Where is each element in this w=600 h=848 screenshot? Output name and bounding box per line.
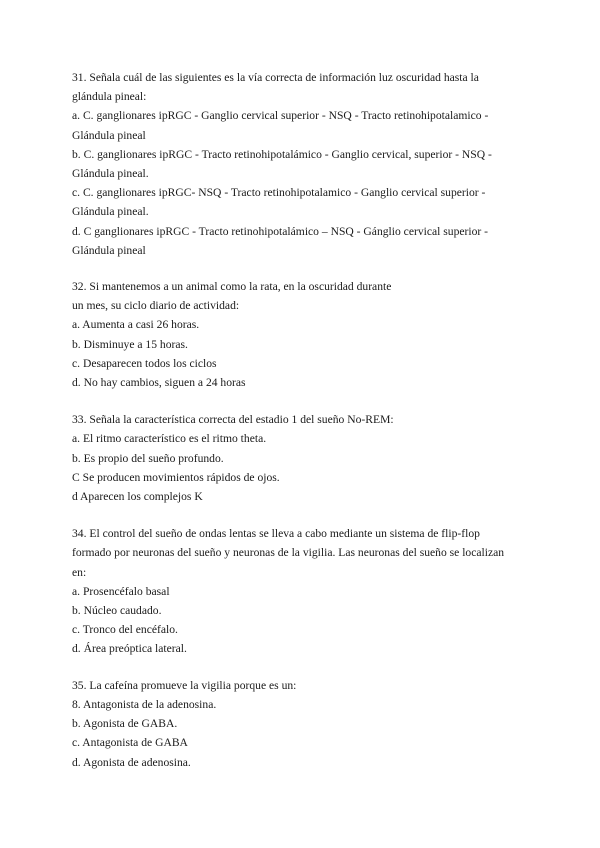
option-line: a. Prosencéfalo basal	[72, 584, 170, 598]
option-a	[72, 106, 542, 144]
option-line: d Aparecen los complejos K	[72, 490, 203, 504]
option-line: c. Tronco del encéfalo.	[72, 623, 178, 637]
option-d	[72, 373, 542, 392]
option-line: b. C. ganglionares ipRGC - Tracto retinohipotalámico - Ganglio cervical, superior - NSQ -	[72, 147, 492, 161]
option-d	[72, 753, 542, 772]
option-d	[72, 639, 542, 658]
stem-line: glándula pineal:	[72, 90, 147, 104]
option-line: a. El ritmo característico es el ritmo theta.	[72, 432, 267, 446]
option-line: C Se producen movimientos rápidos de ojos.	[72, 470, 280, 484]
option-c	[72, 468, 542, 487]
option-a	[72, 315, 542, 334]
question-stem	[72, 676, 542, 695]
stem-line: un mes, su ciclo diario de actividad:	[72, 299, 240, 313]
option-line: c. Antagonista de GABA	[72, 736, 188, 750]
option-line: a. Aumenta a casi 26 horas.	[72, 318, 200, 332]
option-line: d. Área preóptica lateral.	[72, 642, 187, 656]
option-line: b. Núcleo caudado.	[72, 604, 162, 618]
option-line: Glándula pineal.	[72, 167, 149, 181]
question-stem	[72, 410, 542, 429]
option-c	[72, 620, 542, 639]
option-b	[72, 601, 542, 620]
option-line: d. Agonista de adenosina.	[72, 755, 191, 769]
option-c	[72, 733, 542, 752]
question-31	[72, 68, 542, 260]
question-33	[72, 410, 542, 506]
option-d	[72, 487, 542, 506]
option-line: d. No hay cambios, siguen a 24 horas	[72, 376, 246, 390]
option-line: c. Desaparecen todos los ciclos	[72, 356, 217, 370]
stem-line: en:	[72, 565, 87, 579]
option-c	[72, 354, 542, 373]
option-a	[72, 429, 542, 448]
option-line: d. C ganglionares ipRGC - Tracto retinohipotalámico – NSQ - Gánglio cervical superior -	[72, 224, 489, 238]
option-a	[72, 582, 542, 601]
stem-line: 33. Señala la característica correcta del estadio 1 del sueño No-REM:	[72, 413, 394, 427]
option-a	[72, 695, 542, 714]
option-d	[72, 222, 542, 260]
option-b	[72, 145, 542, 183]
option-b	[72, 449, 542, 468]
question-stem	[72, 277, 542, 315]
option-line: a. C. ganglionares ipRGC - Ganglio cervical superior - NSQ - Tracto retinohipotalamico -	[72, 109, 489, 123]
question-34	[72, 524, 542, 658]
option-line: b. Es propio del sueño profundo.	[72, 451, 224, 465]
stem-line: formado por neuronas del sueño y neuronas de la vigilia. Las neuronas del sueño se localizan	[72, 546, 505, 560]
option-line: Glándula pineal.	[72, 205, 149, 219]
option-line: b. Agonista de GABA.	[72, 717, 178, 731]
question-stem	[72, 524, 542, 582]
option-c	[72, 183, 542, 221]
option-b	[72, 335, 542, 354]
stem-line: 35. La cafeína promueve la vigilia porque es un:	[72, 678, 297, 692]
question-stem	[72, 68, 542, 106]
question-35	[72, 676, 542, 772]
option-b	[72, 714, 542, 733]
option-line: b. Disminuye a 15 horas.	[72, 337, 188, 351]
question-list	[72, 68, 542, 772]
option-line: Glándula pineal	[72, 243, 146, 257]
stem-line: 32. Si mantenemos a un animal como la rata, en la oscuridad durante	[72, 280, 392, 294]
option-line: Glándula pineal	[72, 128, 146, 142]
stem-line: 34. El control del sueño de ondas lentas se lleva a cabo mediante un sistema de flip-flop	[72, 527, 480, 541]
option-line: 8. Antagonista de la adenosina.	[72, 697, 217, 711]
stem-line: 31. Señala cuál de las siguientes es la vía correcta de información luz oscuridad hasta la	[72, 71, 479, 84]
question-32	[72, 277, 542, 392]
option-line: c. C. ganglionares ipRGC- NSQ - Tracto retinohipotalamico - Ganglio cervical superior -	[72, 186, 486, 200]
